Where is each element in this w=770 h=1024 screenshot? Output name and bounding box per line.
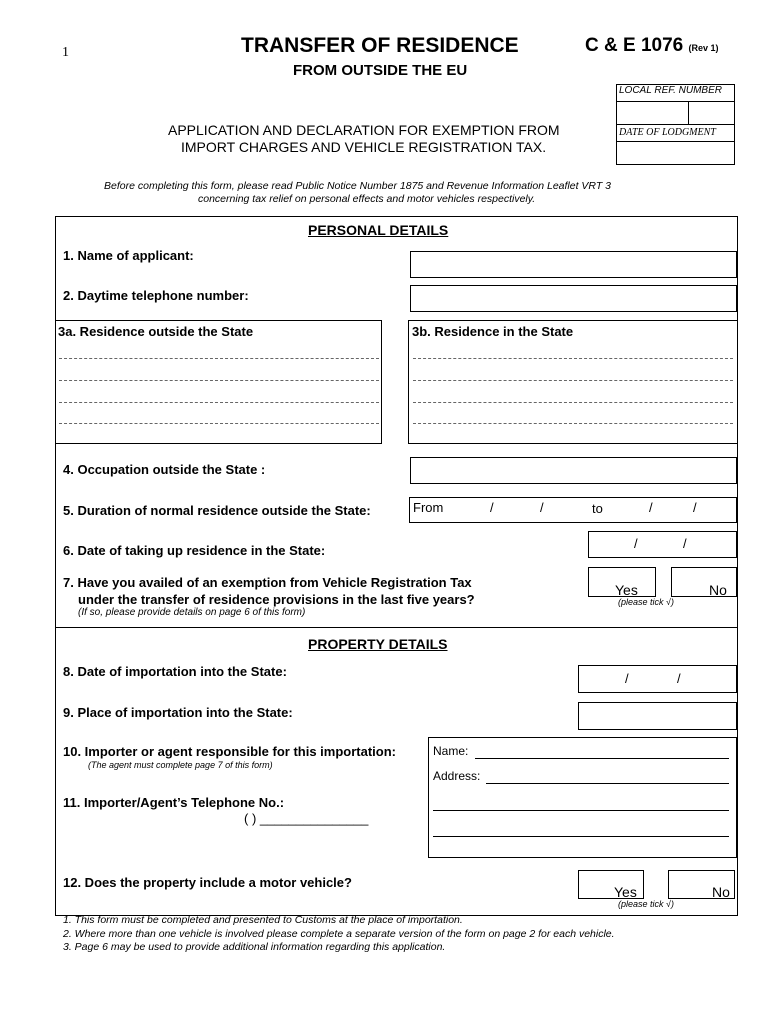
telephone-field[interactable] xyxy=(410,285,737,312)
form-title: TRANSFER OF RESIDENCE xyxy=(241,34,519,57)
form-code xyxy=(585,35,719,57)
footnote-1: 1. This form must be completed and presented to Customs at the place of importation. xyxy=(63,914,463,926)
q7-no-checkbox[interactable] xyxy=(671,567,737,597)
q8-slash-1: / xyxy=(625,671,629,686)
q3b-label: 3b. Residence in the State xyxy=(412,324,574,339)
footnote-2: 2. Where more than one vehicle is involved please complete a separate version of the form on page 2 for each vehicle. xyxy=(63,928,615,940)
q6-slash-1: / xyxy=(634,536,638,551)
q5-slash-2: / xyxy=(540,500,544,515)
footnote-3: 3. Page 6 may be used to provide additional information regarding this application. xyxy=(63,941,446,953)
q5-slash-4: / xyxy=(693,500,697,515)
q7-yes-label: Yes xyxy=(615,582,638,598)
date-lodgment-label: DATE OF LODGMENT xyxy=(619,127,716,138)
date-lodgment-field[interactable] xyxy=(617,142,734,164)
q10-note: (The agent must complete page 7 of this form) xyxy=(88,760,273,770)
q2-label: 2. Daytime telephone number: xyxy=(63,288,249,303)
q5-to-label: to xyxy=(592,501,603,516)
q9-label: 9. Place of importation into the State: xyxy=(63,705,293,720)
q7-no-label: No xyxy=(709,582,727,598)
notice-line-2: concerning tax relief on personal effects and motor vehicles respectively. xyxy=(198,193,536,205)
importer-address-label: Address: xyxy=(433,769,481,783)
form-code-text: C & E 1076 xyxy=(585,35,684,56)
q12-yes-label: Yes xyxy=(614,884,637,900)
residence-date-field[interactable] xyxy=(588,531,737,558)
local-ref-label: LOCAL REF. NUMBER xyxy=(619,85,722,96)
local-ref-field-a[interactable] xyxy=(617,102,687,124)
q7-label-line-2: under the transfer of residence provisions in the last five years? xyxy=(78,592,475,607)
q7-tick-note: (please tick √) xyxy=(618,597,674,607)
form-subtitle: FROM OUTSIDE THE EU xyxy=(293,62,468,79)
q7-note: (If so, please provide details on page 6 of this form) xyxy=(78,607,306,618)
q12-label: 12. Does the property include a motor vehicle? xyxy=(63,875,352,890)
q8-slash-2: / xyxy=(677,671,681,686)
importer-details-box[interactable] xyxy=(428,737,737,858)
duration-field[interactable] xyxy=(409,497,737,523)
form-revision: (Rev 1) xyxy=(688,43,719,53)
q5-from-label: From xyxy=(413,500,444,515)
personal-details-heading: PERSONAL DETAILS xyxy=(308,222,449,238)
q8-label: 8. Date of importation into the State: xyxy=(63,664,287,679)
q5-slash-3: / xyxy=(649,500,653,515)
importation-date-field[interactable] xyxy=(578,665,737,693)
importation-place-field[interactable] xyxy=(578,702,737,730)
q12-no-label: No xyxy=(712,884,730,900)
section-divider xyxy=(55,627,738,628)
occupation-field[interactable] xyxy=(410,457,737,484)
q12-tick-note: (please tick √) xyxy=(618,899,674,909)
q5-slash-1: / xyxy=(490,500,494,515)
q1-label: 1. Name of applicant: xyxy=(63,248,194,263)
applicant-name-field[interactable] xyxy=(410,251,737,278)
q5-label: 5. Duration of normal residence outside the State: xyxy=(63,503,371,518)
q7-label-line-1: 7. Have you availed of an exemption from Vehicle Registration Tax xyxy=(63,575,472,590)
notice-line-1: Before completing this form, please read Public Notice Number 1875 and Revenue Information Leaflet VRT 3 xyxy=(104,180,611,192)
q4-label: 4. Occupation outside the State : xyxy=(63,462,266,477)
q6-label: 6. Date of taking up residence in the State: xyxy=(63,543,326,558)
q11-phone-field[interactable]: ( ) _______________ xyxy=(244,811,369,826)
local-ref-field-b[interactable] xyxy=(689,102,734,124)
q10-label: 10. Importer or agent responsible for this importation: xyxy=(63,744,396,759)
q6-slash-2: / xyxy=(683,536,687,551)
property-details-heading: PROPERTY DETAILS xyxy=(308,636,448,652)
importer-name-label: Name: xyxy=(433,744,469,758)
q11-label: 11. Importer/Agent’s Telephone No.: xyxy=(63,795,285,810)
q3a-label: 3a. Residence outside the State xyxy=(58,324,254,339)
application-line-2: IMPORT CHARGES AND VEHICLE REGISTRATION TAX. xyxy=(181,139,547,155)
application-line-1: APPLICATION AND DECLARATION FOR EXEMPTION FROM xyxy=(168,122,560,138)
page-number: 1 xyxy=(62,45,69,60)
